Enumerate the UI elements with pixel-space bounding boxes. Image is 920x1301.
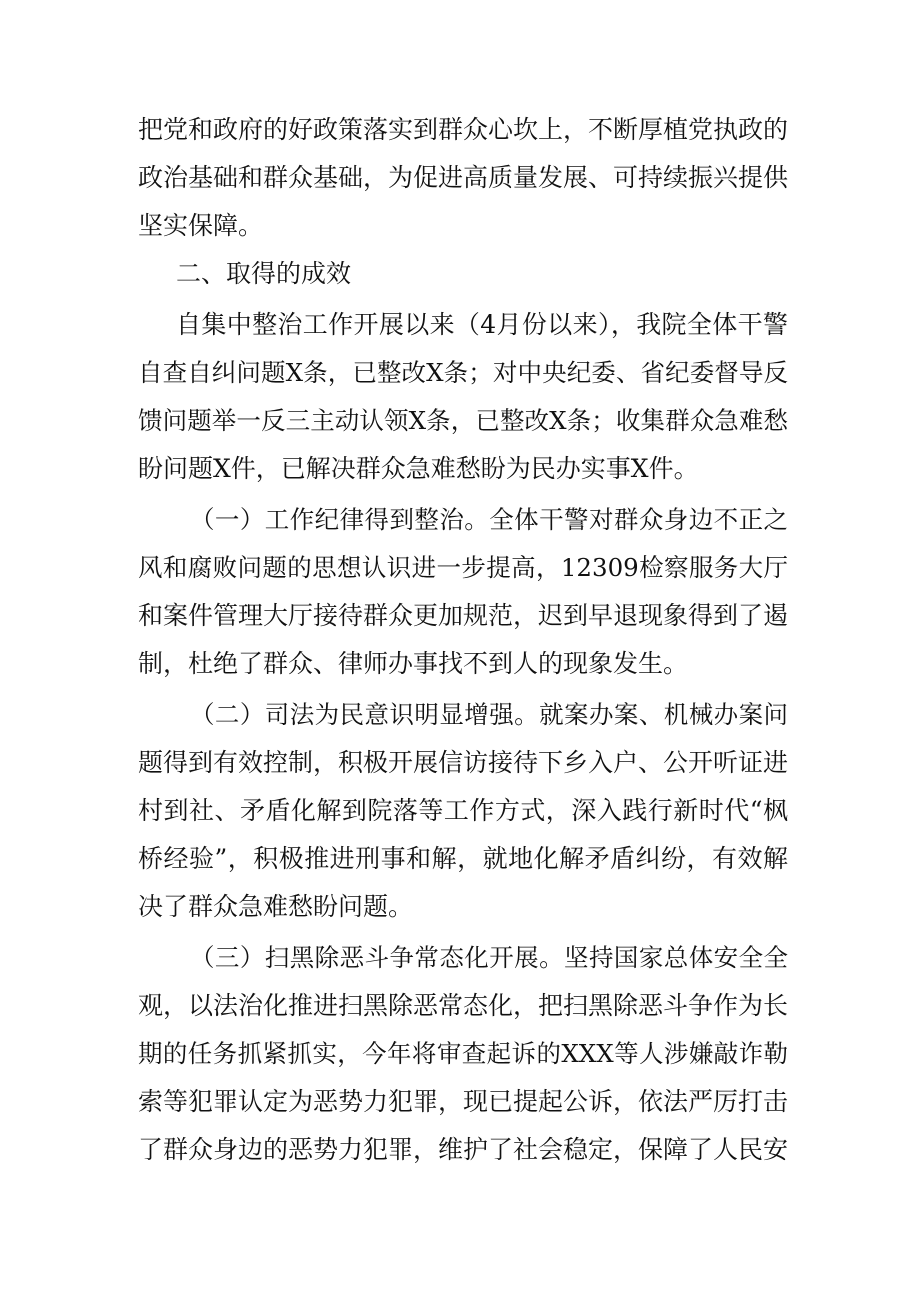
- paragraph-line: （三）扫黑除恶斗争常态化开展。坚持国家总体安全全: [190, 943, 788, 972]
- paragraph-line: （二）司法为民意识明显增强。就案办案、机械办案问: [190, 700, 788, 729]
- paragraph-line: 自查自纠问题X条，已整改X条；对中央纪委、省纪委督导反: [138, 358, 788, 387]
- paragraph-line: 期的任务抓紧抓实，今年将审查起诉的XXX等人涉嫌敲诈勒: [138, 1039, 788, 1068]
- paragraph-line: 坚实保障。: [138, 211, 264, 240]
- paragraph-line: 和案件管理大厅接待群众更加规范，迟到早退现象得到了遏: [138, 601, 789, 630]
- paragraph-line: 自集中整治工作开展以来（4月份以来），我院全体干警: [176, 310, 788, 339]
- paragraph-line: 了群众身边的恶势力犯罪，维护了社会稳定，保障了人民安: [138, 1135, 789, 1164]
- paragraph-line: 桥经验”，积极推进刑事和解，就地化解矛盾纠纷，有效解: [138, 844, 788, 873]
- paragraph-line: 制，杜绝了群众、律师办事找不到人的现象发生。: [138, 649, 689, 678]
- paragraph-line: 政治基础和群众基础，为促进高质量发展、可持续振兴提供: [138, 163, 789, 192]
- section-heading: 二、取得的成效: [176, 259, 352, 288]
- paragraph-line: 风和腐败问题的思想认识进一步提高，12309检察服务大厅: [138, 553, 788, 582]
- paragraph-line: 馈问题举一反三主动认领X条，已整改X条；收集群众急难愁: [138, 406, 788, 435]
- paragraph-line: 把党和政府的好政策落实到群众心坎上，不断厚植党执政的: [138, 115, 789, 144]
- paragraph-line: 题得到有效控制，积极开展信访接待下乡入户、公开听证进: [138, 748, 789, 777]
- paragraph-line: 盼问题X件，已解决群众急难愁盼为民办实事X件。: [138, 454, 699, 483]
- paragraph-line: （一）工作纪律得到整治。全体干警对群众身边不正之: [190, 505, 788, 534]
- paragraph-line: 村到社、矛盾化解到院落等工作方式，深入践行新时代“枫: [138, 796, 788, 825]
- paragraph-line: 决了群众急难愁盼问题。: [138, 892, 414, 921]
- paragraph-line: 观，以法治化推进扫黑除恶常态化，把扫黑除恶斗争作为长: [138, 991, 789, 1020]
- paragraph-line: 索等犯罪认定为恶势力犯罪，现已提起公诉，依法严厉打击: [138, 1087, 789, 1116]
